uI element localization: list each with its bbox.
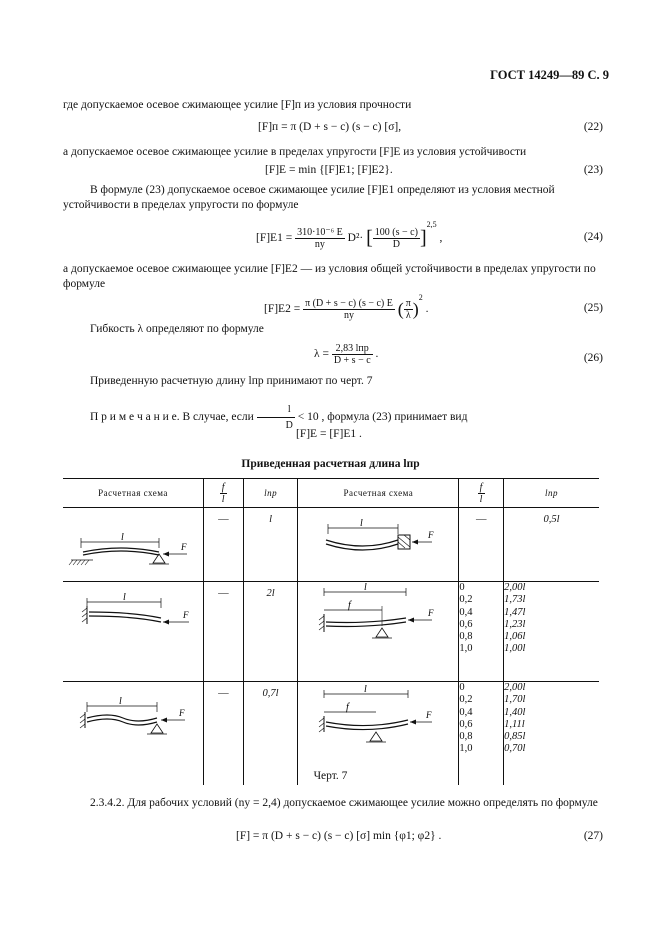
frac-num: π (D + s − c) (s − c) E: [305, 297, 393, 309]
frac-num: 2,83 lпр: [332, 343, 373, 355]
equation-number-24: (24): [583, 231, 603, 243]
col-fl-left: [204, 479, 244, 508]
frac-den: λ: [405, 309, 411, 321]
frac-num: f: [479, 481, 483, 493]
label-l: l: [123, 592, 126, 603]
cell-fl: —: [204, 682, 244, 786]
formula-26-fraction: [332, 343, 373, 366]
formula-25-fraction: [303, 298, 395, 321]
formula-24-lhs: [F]E1 =: [256, 232, 293, 244]
cell-fl: —: [204, 582, 244, 682]
paragraph-6: Приведенную расчетную длину lпр принимают по черт. 7: [90, 375, 373, 387]
paragraph-5: Гибкость λ определяют по формуле: [90, 323, 264, 335]
equation-number-22: (22): [583, 121, 603, 133]
frac-num: π: [405, 297, 411, 309]
cell-lpr: 2,00l 1,73l 1,47l 1,23l 1,06l 1,00l: [504, 582, 599, 682]
note-suffix: < 10 , формула (23) принимает вид: [297, 411, 468, 424]
formula-26: λ = $\frac{\text{2,83 lпр}}{D + s - c}$ .: [314, 343, 379, 366]
label-F: F: [428, 608, 434, 618]
label-l: l: [364, 684, 368, 695]
equation-number-27: (27): [583, 830, 603, 842]
label-l: l: [364, 582, 368, 593]
label-f: f: [348, 600, 352, 611]
paragraph-7: 2.3.4.2. Для рабочих условий (nу = 2,4) допускаемое сжимающее усилие можно определять по формуле: [90, 797, 598, 809]
formula-23: [F]E = min {[F]E1; [F]E2}.: [265, 164, 393, 176]
paragraph-4: а допускаемое осевое сжимающее усилие [F]E2 — из условия общей устойчивости в пределах упругости по формуле: [63, 263, 596, 290]
col-lpr-right: lпр: [504, 479, 599, 508]
note-fraction: [257, 402, 295, 433]
label-F: F: [428, 530, 434, 540]
formula-24-mid: D²·: [347, 232, 364, 244]
frac-den: nу: [343, 309, 354, 321]
cell-lpr: 0,7l: [243, 682, 298, 786]
equation-number-23: (23): [583, 164, 603, 176]
formula-25-fraction-2: [404, 298, 413, 321]
table-title: Приведенная расчетная длина lпр: [241, 458, 420, 470]
scheme-clamped-support-free: [298, 582, 459, 682]
frac-den: nу: [314, 238, 325, 250]
equation-number-25: (25): [583, 302, 603, 314]
frac-den: D + s − c: [333, 355, 371, 366]
formula-24-fraction-2: [373, 227, 420, 250]
frac-num: 100 (s − c): [374, 226, 418, 238]
scheme-clamped-free: [63, 582, 204, 682]
paren-open: (: [397, 298, 404, 319]
bracket-open: [: [366, 226, 373, 249]
reduced-length-table: [63, 478, 599, 785]
label-l: l: [119, 696, 122, 707]
scheme-pinned-pinned: [63, 508, 204, 582]
frac-den: D: [285, 420, 293, 431]
label-l: l: [360, 518, 364, 529]
note-prefix: П р и м е ч а н и е. В случае, если: [90, 411, 254, 424]
col-scheme-left: Расчетная схема: [63, 479, 204, 508]
label-F: F: [426, 710, 432, 720]
paren-close: ): [412, 298, 419, 319]
cell-fl: —: [459, 508, 504, 582]
frac-num: 310·10⁻⁶ E: [297, 226, 343, 238]
col-fl-right: [459, 479, 504, 508]
scheme-clamped-clamped: [298, 508, 459, 582]
label-f: f: [346, 702, 350, 713]
frac-num: l: [257, 402, 295, 418]
power: 2,5: [426, 220, 437, 229]
formula-24: [F]E1 = $\frac{\text{310·10⁻⁶ E}}{nу}$ D²· [ $\frac{100 (s - c)}{D}$ ]$^{2,5}$ ,: [256, 220, 443, 250]
cell-lpr: 2,00l 1,70l 1,40l 1,11l 0,85l 0,70l: [504, 682, 599, 786]
frac-num: f: [221, 481, 226, 493]
table-header-row: [63, 479, 599, 508]
note-formula: [F]E = [F]E1 .: [296, 428, 362, 440]
label-F: F: [181, 542, 187, 552]
frac-den: l: [479, 493, 483, 505]
page-header: ГОСТ 14249—89 С. 9: [490, 68, 609, 82]
frac-den: D: [392, 238, 400, 250]
frac-den: l: [221, 493, 226, 505]
col-scheme-right: Расчетная схема: [298, 479, 459, 508]
bracket-close: ]: [419, 226, 427, 249]
table-row: [63, 508, 599, 582]
label-l: l: [121, 532, 124, 543]
paragraph-1: где допускаемое осевое сжимающее усилие [F]п из условия прочности: [63, 99, 412, 111]
cell-fl: 0 0,2 0,4 0,6 0,8 1,0: [459, 682, 504, 786]
col-lpr-left: lпр: [243, 479, 298, 508]
cell-lpr: 0,5l: [504, 508, 599, 582]
formula-27: [F] = π (D + s − c) (s − c) [σ] min {φ1; φ2} .: [236, 830, 442, 842]
figure-caption: Черт. 7: [313, 770, 348, 782]
cell-fl: 0 0,2 0,4 0,6 0,8 1,0: [459, 582, 504, 682]
power: 2: [418, 293, 423, 302]
formula-26-lhs: λ =: [314, 348, 329, 361]
label-F: F: [179, 708, 185, 718]
cell-lpr: 2l: [243, 582, 298, 682]
paragraph-3: В формуле (23) допускаемое осевое сжимающее усилие [F]E1 определяют из условия местной устойчивости в пределах упругости по формуле: [63, 184, 555, 211]
equation-number-26: (26): [583, 352, 603, 364]
cell-lpr: l: [243, 508, 298, 582]
table-row: [63, 582, 599, 682]
formula-24-fraction: [295, 227, 345, 250]
paragraph-2: а допускаемое осевое сжимающее усилие в пределах упругости [F]E из условия устойчивости: [63, 146, 527, 158]
cell-fl: —: [204, 508, 244, 582]
formula-25-lhs: [F]E2 =: [264, 303, 301, 315]
formula-25: [F]E2 = $\frac{\pi (D + s - c) (s - c) E}{nу}$ ( $\frac{\pi}{\lambda}$ )$^2$ .: [264, 293, 429, 321]
formula-22: [F]п = π (D + s − c) (s − c) [σ],: [258, 121, 402, 133]
label-F: F: [183, 610, 189, 620]
